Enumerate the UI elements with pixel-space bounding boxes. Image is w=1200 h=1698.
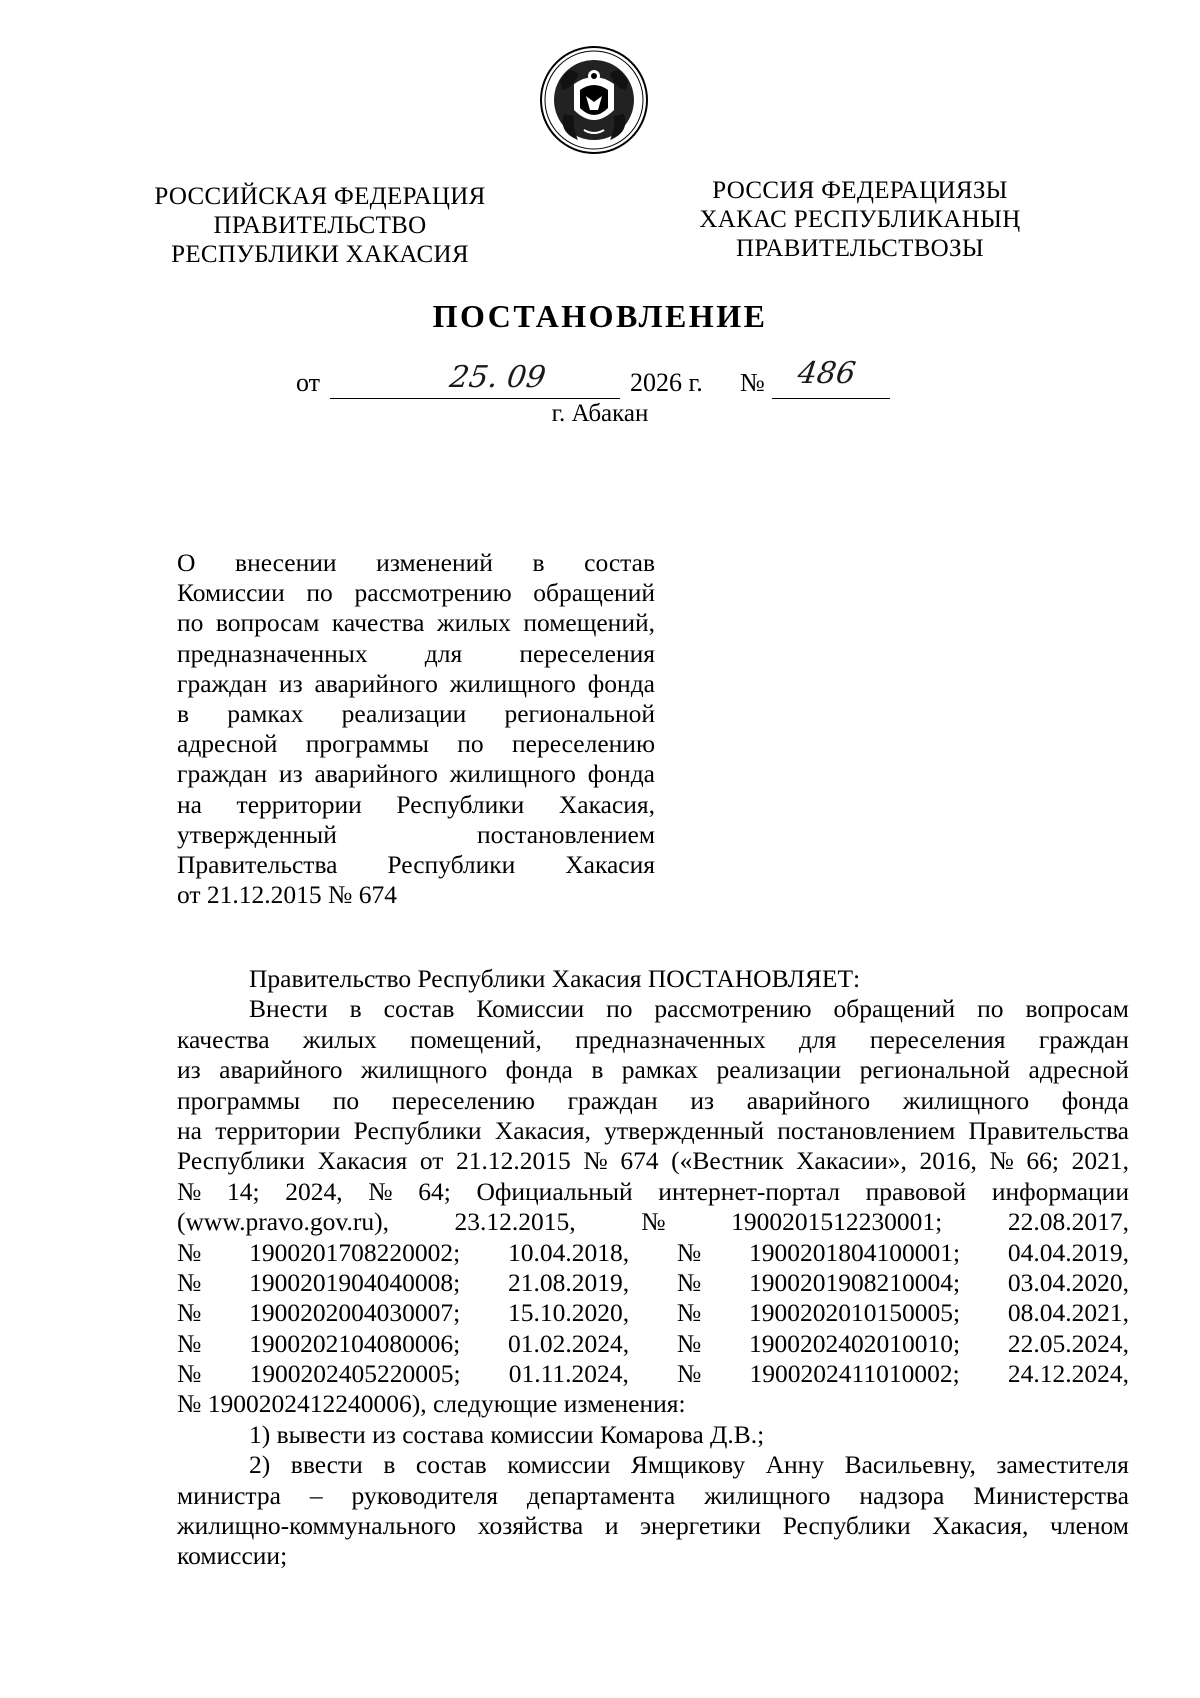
city: г. Абакан <box>551 400 649 427</box>
body-line: № 1900201904040008; 21.08.2019, № 1900201908210004; 03.04.2020, <box>177 1267 1129 1297</box>
subject-line: граждан из аварийного жилищного фонда <box>177 668 655 698</box>
header-left-line: РЕСПУБЛИКИ ХАКАСИЯ <box>171 241 469 268</box>
body-line: из аварийного жилищного фонда в рамках реализации региональной адресной <box>177 1055 1129 1085</box>
body-line: жилищно-коммунального хозяйства и энергетики Республики Хакасия, членом <box>177 1511 1129 1541</box>
document-subject <box>177 548 655 910</box>
body-line: министра – руководителя департамента жилищного надзора Министерства <box>177 1480 1129 1510</box>
body-line: Внести в состав Комиссии по рассмотрению обращений по вопросам <box>249 994 1129 1024</box>
header-right <box>680 176 1040 263</box>
subject-line: О внесении изменений в состав <box>177 548 655 577</box>
body-line: комиссии; <box>177 1541 288 1571</box>
subject-line: в рамках реализации региональной <box>177 698 655 728</box>
document-body <box>177 964 1129 1572</box>
body-line: на территории Республики Хакасия, утвержденный постановлением Правительства <box>177 1115 1129 1145</box>
handwritten-number: 486 <box>795 356 858 391</box>
subject-line: предназначенных для переселения <box>177 638 655 668</box>
subject-line: Комиссии по рассмотрению обращений <box>177 578 655 608</box>
body-line: № 1900202004030007; 15.10.2020, № 1900202010150005; 08.04.2021, <box>177 1298 1129 1328</box>
body-line: 2) ввести в состав комиссии Ямщикову Анну Васильевну, заместителя <box>249 1450 1129 1480</box>
body-line: № 1900202104080006; 01.02.2024, № 1900202402010010; 22.05.2024, <box>177 1328 1129 1358</box>
subject-line: на территории Республики Хакасия, <box>177 789 655 819</box>
subject-line: утвержденный постановлением <box>177 819 655 849</box>
body-line: 1) вывести из состава комиссии Комарова Д.В.; <box>249 1419 765 1449</box>
header-left-line: ПРАВИТЕЛЬСТВО <box>213 212 427 239</box>
subject-line: граждан из аварийного жилищного фонда <box>177 759 655 789</box>
date-underline <box>330 398 620 399</box>
subject-line: от 21.12.2015 № 674 <box>177 880 398 910</box>
date-year: 2026 г. <box>630 368 703 397</box>
header-left <box>140 182 500 269</box>
coat-of-arms-icon <box>538 44 650 156</box>
body-line: Республики Хакасия от 21.12.2015 № 674 («Вестник Хакасии», 2016, № 66; 2021, <box>177 1146 1129 1176</box>
number-underline <box>772 398 890 399</box>
date-from-label: от <box>296 368 321 397</box>
body-line: № 14; 2024, № 64; Официальный интернет-портал правовой информации <box>177 1176 1129 1206</box>
document-title: ПОСТАНОВЛЕНИЕ <box>432 298 768 334</box>
handwritten-date: 25. 09 <box>447 360 548 395</box>
header-right-line: ХАКАС РЕСПУБЛИКАНЫҢ <box>699 206 1021 233</box>
body-line: Правительство Республики Хакасия ПОСТАНОВЛЯЕТ: <box>249 964 861 993</box>
body-line: (www.pravo.gov.ru), 23.12.2015, № 1900201512230001; 22.08.2017, <box>177 1207 1129 1237</box>
subject-line: по вопросам качества жилых помещений, <box>177 608 655 638</box>
body-line: № 1900201708220002; 10.04.2018, № 1900201804100001; 04.04.2019, <box>177 1237 1129 1267</box>
header-right-line: РОССИЯ ФЕДЕРАЦИЯЗЫ <box>712 177 1008 204</box>
body-line: № 1900202405220005; 01.11.2024, № 1900202411010002; 24.12.2024, <box>177 1359 1129 1389</box>
header-left-line: РОССИЙСКАЯ ФЕДЕРАЦИЯ <box>154 183 486 210</box>
subject-line: адресной программы по переселению <box>177 729 655 759</box>
body-line: качества жилых помещений, предназначенных для переселения граждан <box>177 1024 1129 1054</box>
number-label: № <box>740 368 765 397</box>
body-line: № 1900202412240006), следующие изменения: <box>177 1389 686 1419</box>
subject-line: Правительства Республики Хакасия <box>177 849 655 879</box>
body-line: программы по переселению граждан из аварийного жилищного фонда <box>177 1085 1129 1115</box>
header-right-line: ПРАВИТЕЛЬСТВОЗЫ <box>736 235 984 262</box>
